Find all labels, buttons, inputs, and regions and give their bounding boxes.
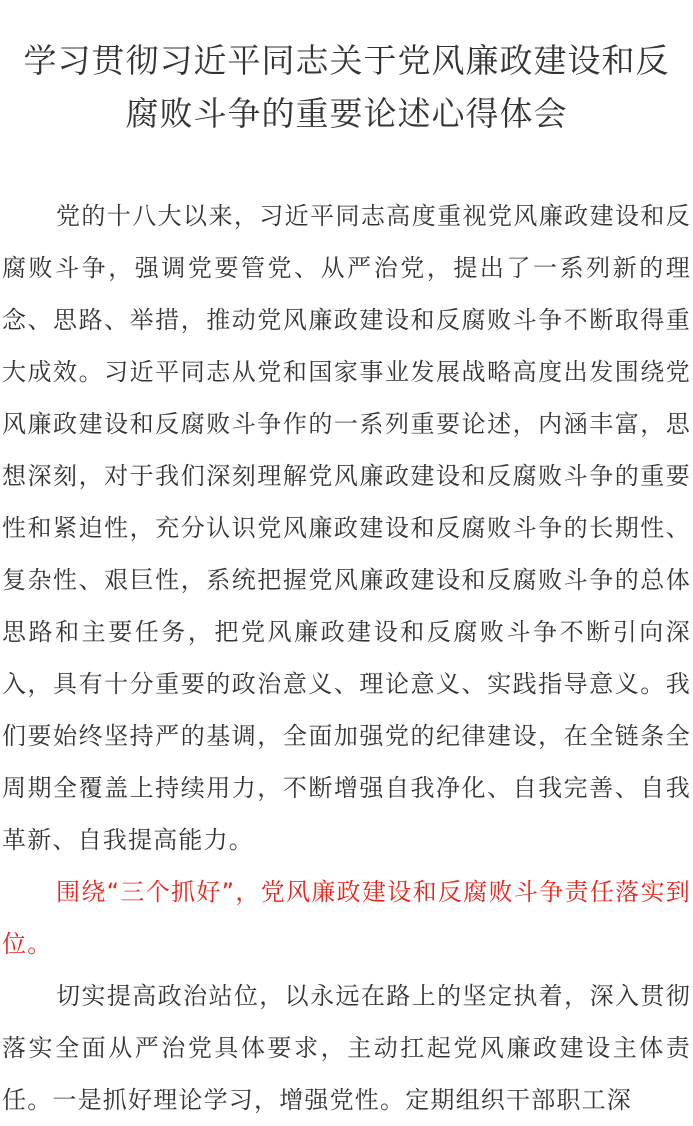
article-title-line-2: 腐败斗争的重要论述心得体会 <box>125 94 568 133</box>
paragraph-responsibility: 切实提高政治站位，以永远在路上的坚定执着，深入贯彻落实全面从严治党具体要求，主动扛起党风廉政建设主体责任。一是抓好理论学习，增强党性。定期组织干部职工深 <box>2 982 691 1114</box>
article-body <box>0 190 693 1126</box>
article-title-line-1: 学习贯彻习近平同志关于党风廉政建设和反 <box>23 41 670 80</box>
article-title <box>0 0 693 140</box>
paragraph-intro: 党的十八大以来，习近平同志高度重视党风廉政建设和反腐败斗争，强调党要管党、从严治党，提出了一系列新的理念、思路、举措，推动党风廉政建设和反腐败斗争不断取得重大成效。习近平同志从党和国家事业发展战略高度出发围绕党风廉政建设和反腐败斗争作的一系列重要论述，内涵丰富，思想深刻，对于我们深刻理解党风廉政建设和反腐败斗争的重要性和紧迫性，充分认识党风廉政建设和反腐败斗争的长期性、复杂性、艰巨性，系统把握党风廉政建设和反腐败斗争的总体思路和主要任务，把党风廉政建设和反腐败斗争不断引向深入，具有十分重要的政治意义、理论意义、实践指导意义。我们要始终坚持严的基调，全面加强党的纪律建设，在全链条全周期全覆盖上持续用力，不断增强自我净化、自我完善、自我革新、自我提高能力。 <box>2 202 691 854</box>
paragraph-highlight-heading: 围绕“三个抓好”，党风廉政建设和反腐败斗争责任落实到位。 <box>2 878 691 958</box>
